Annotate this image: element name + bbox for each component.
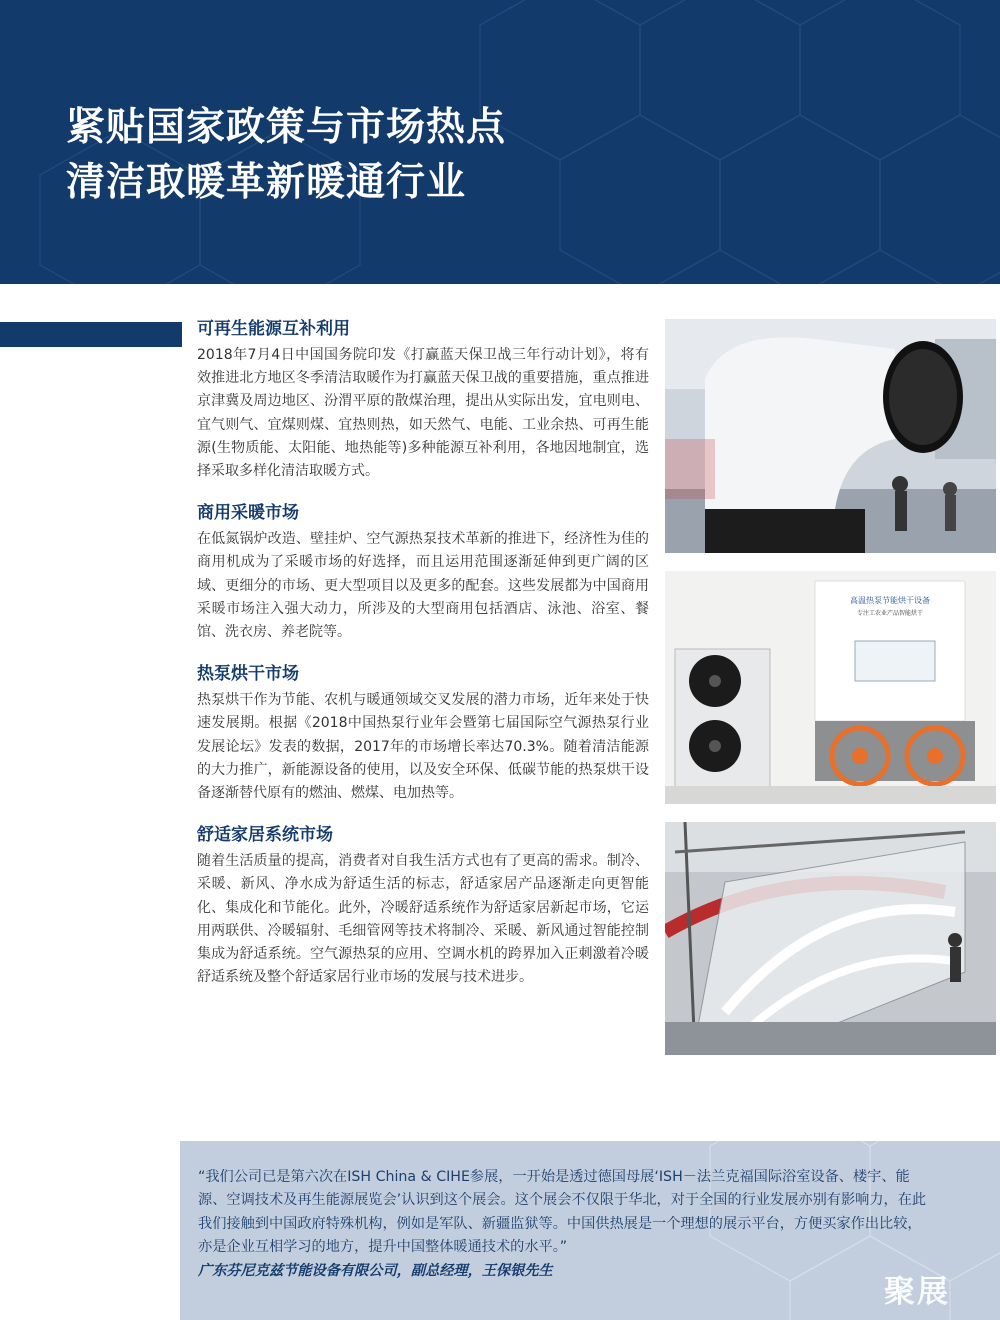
exhibition-photo-heat-pump — [665, 571, 996, 804]
section-comfort-home — [197, 822, 649, 989]
section-accent-bar — [0, 322, 182, 347]
section-heading: 热泵烘干市场 — [197, 664, 299, 685]
section-paragraph: 热泵烘干作为节能、农机与暖通领域交叉发展的潜力市场，近年来处于快速发展期。根据《2018中国热泵行业年会暨第七届国际空气源热泵行业发展论坛》发表的数据，2017年的市场增长率达70.3%。随着清洁能源的大力推广，新能源设备的使用，以及安全环保、低碳节能的热泵烘干设备逐渐替代原有的燃油、燃煤、电加热等。 — [197, 692, 649, 802]
section-paragraph: 2018年7月4日中国国务院印发《打赢蓝天保卫战三年行动计划》，将有效推进北方地区冬季清洁取暖作为打赢蓝天保卫战的重要措施，重点推进京津冀及周边地区、汾渭平原的散煤治理，提出从实际出发，宜电则电、宜气则气、宜煤则煤、宜热则热，如天然气、电能、工业余热、可再生能源(生物质能、太阳能、地热能等)多种能源互补利用，各地因地制宜，选择采取多样化清洁取暖方式。 — [197, 347, 649, 480]
page-title — [66, 100, 506, 210]
section-commercial-heating — [197, 500, 649, 644]
section-heading: 舒适家居系统市场 — [197, 825, 333, 846]
title-line-1: 紧贴国家政策与市场热点 — [66, 105, 507, 150]
sign-subtitle: 专注工农业产品智能烘干 — [856, 610, 924, 617]
section-heading: 商用采暖市场 — [197, 503, 299, 524]
exhibition-photo-installation — [665, 822, 996, 1055]
watermark-logo: 聚展 — [884, 1274, 950, 1310]
section-renewable-energy — [197, 316, 649, 483]
section-heading: 可再生能源互补利用 — [197, 319, 350, 339]
exhibition-photo-duct — [665, 319, 996, 553]
header-banner — [0, 0, 1000, 284]
sign-title: 高温热泵节能烘干设备 — [850, 596, 930, 605]
section-paragraph: 随着生活质量的提高，消费者对自我生活方式也有了更高的需求。制冷、采暖、新风、净水成为舒适生活的标志，舒适家居产品逐渐走向更智能化、集成化和节能化。此外，冷暖舒适系统作为舒适家居新起市场，它运用两联供、冷暖辐射、毛细管网等技术将制冷、采暖、新风通过智能控制集成为舒适系统。空气源热泵的应用、空调水机的跨界加入正刺激着冷暖舒适系统及整个舒适家居行业市场的发展与技术进步。 — [197, 853, 649, 986]
title-line-2: 清洁取暖革新暖通行业 — [66, 160, 467, 205]
testimonial-quote-box — [180, 1141, 1000, 1320]
section-paragraph: 在低氮锅炉改造、壁挂炉、空气源热泵技术革新的推进下，经济性为佳的商用机成为了采暖市场的好选择，而且运用范围逐渐延伸到更广阔的区域、更细分的市场、更大型项目以及更多的配套。这些发展都为中国商用采暖市场注入强大动力，所涉及的大型商用包括酒店、泳池、浴室、餐馆、洗衣房、养老院等。 — [197, 531, 649, 641]
testimonial-attribution: 广东芬尼克兹节能设备有限公司，副总经理，王保银先生 — [198, 1263, 553, 1279]
article-body — [197, 316, 649, 1006]
section-heat-pump-drying — [197, 661, 649, 805]
testimonial-text: “我们公司已是第六次在ISH China & CIHE参展，一开始是透过德国母展‘ISH－法兰克福国际浴室设备、楼宇、能源、空调技术及再生能源展览会’认识到这个展会。这个展会不仅限于华北，对于全国的行业发展亦别有影响力，在此我们接触到中国政府特殊机构，例如是军队、新疆监狱等。中国供热展是一个理想的展示平台，方便买家作出比较，亦是企业互相学习的地方，提升中国整体暖通技术的水平。” — [198, 1169, 927, 1255]
